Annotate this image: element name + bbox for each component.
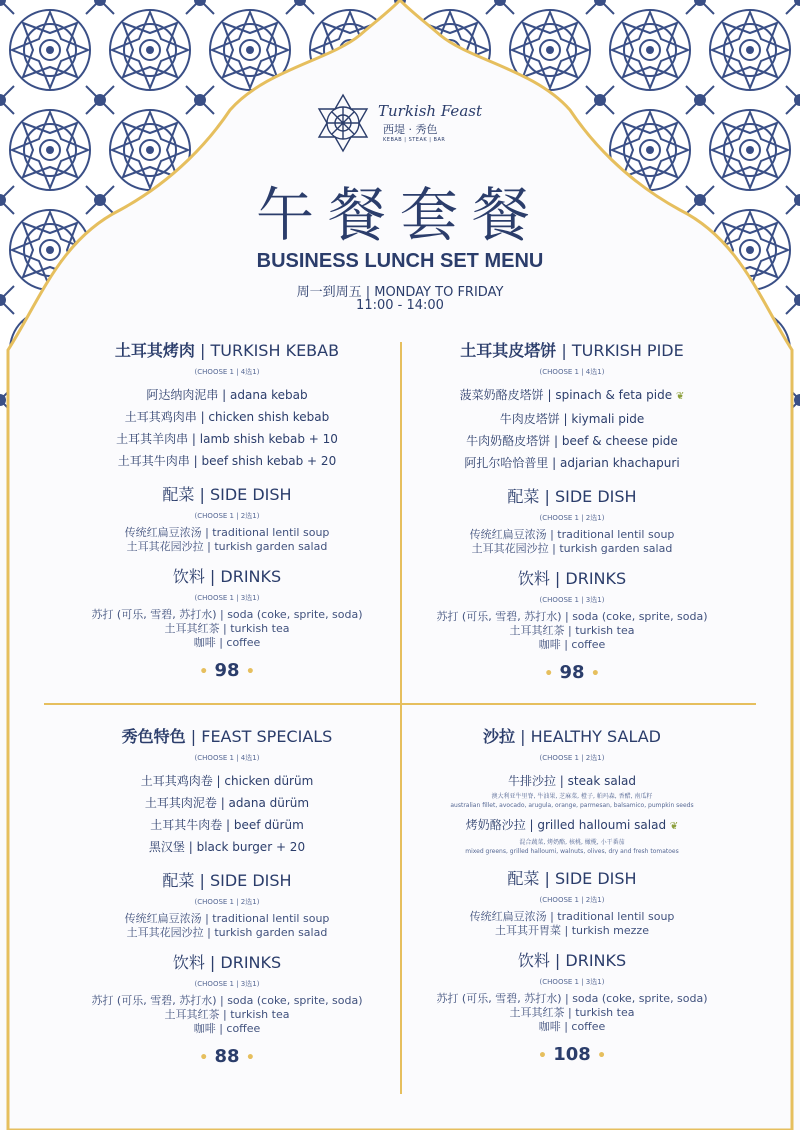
item-description-en: mixed greens, grilled halloumi, walnuts, olives, dry and fresh tomatoes — [465, 848, 679, 855]
drinks-heading: 饮料 | DRINKS — [517, 569, 627, 588]
menu-title-english: BUSINESS LUNCH SET MENU — [256, 250, 544, 272]
choose-note: (CHOOSE 1 | 2选1) — [194, 512, 260, 520]
drink-item: 土耳其红茶 | turkish tea — [164, 1008, 290, 1021]
side-item: 土耳其花园沙拉 | turkish garden salad — [126, 926, 328, 939]
drink-item: 咖啡 | coffee — [538, 1020, 606, 1033]
menu-item: 土耳其鸡肉卷 | chicken dürüm — [140, 774, 314, 788]
drink-item: 苏打 (可乐, 雪碧, 苏打水) | soda (coke, sprite, soda) — [436, 992, 708, 1005]
side-item: 土耳其花园沙拉 | turkish garden salad — [471, 542, 673, 555]
section-heading: 沙拉 | HEALTHY SALAD — [483, 727, 661, 746]
choose-note: (CHOOSE 1 | 2选1) — [539, 514, 605, 522]
section-heading: 秀色特色 | FEAST SPECIALS — [121, 727, 333, 746]
drinks-heading: 饮料 | DRINKS — [172, 953, 282, 972]
menu-item: 阿扎尔哈恰普里 | adjarian khachapuri — [464, 456, 680, 470]
drink-item: 土耳其红茶 | turkish tea — [164, 622, 290, 635]
choose-note: (CHOOSE 1 | 4选1) — [194, 754, 260, 762]
drink-item: 土耳其红茶 | turkish tea — [509, 1006, 635, 1019]
side-dish-heading: 配菜 | SIDE DISH — [507, 869, 637, 888]
price: • 88 • — [199, 1046, 255, 1067]
choose-note: (CHOOSE 1 | 2选1) — [539, 754, 605, 762]
section-feast-specials — [57, 726, 397, 1071]
menu-item: 土耳其羊肉串 | lamb shish kebab + 10 — [116, 432, 338, 446]
menu-item: 土耳其肉泥卷 | adana dürüm — [144, 796, 310, 810]
drink-item: 咖啡 | coffee — [193, 636, 261, 649]
drink-item: 苏打 (可乐, 雪碧, 苏打水) | soda (coke, sprite, soda) — [436, 610, 708, 623]
item-description-en: australian fillet, avocado, arugula, orange, parmesan, balsamico, pumpkin seeds — [450, 802, 694, 809]
menu-item: 牛肉奶酪皮塔饼 | beef & cheese pide — [466, 434, 678, 448]
menu-days: 周一到周五 | MONDAY TO FRIDAY — [296, 285, 504, 300]
vegetarian-leaf-icon: ❦ — [675, 391, 685, 402]
section-heading: 土耳其皮塔饼 | TURKISH PIDE — [460, 341, 684, 360]
menu-item: 菠菜奶酪皮塔饼 | spinach & feta pide ❦ — [459, 388, 685, 402]
menu-item: 阿达纳肉泥串 | adana kebab — [146, 388, 308, 402]
menu-item: 土耳其鸡肉串 | chicken shish kebab — [124, 410, 330, 424]
drink-item: 苏打 (可乐, 雪碧, 苏打水) | soda (coke, sprite, soda) — [91, 608, 363, 621]
drinks-heading: 饮料 | DRINKS — [517, 951, 627, 970]
brand-chinese-name: 西堤 · 秀色 — [383, 123, 438, 136]
brand-tagline: KEBAB | STEAK | BAR — [383, 137, 446, 143]
section-healthy-salad — [402, 726, 742, 1069]
side-item: 传统红扁豆浓汤 | traditional lentil soup — [469, 910, 675, 923]
choose-note: (CHOOSE 1 | 4选1) — [539, 368, 605, 376]
side-item: 传统红扁豆浓汤 | traditional lentil soup — [124, 526, 330, 539]
price: • 98 • — [199, 660, 255, 681]
section-heading: 土耳其烤肉 | TURKISH KEBAB — [114, 341, 340, 360]
brand-name: Turkish Feast — [378, 102, 482, 120]
choose-note: (CHOOSE 1 | 3选1) — [539, 596, 605, 604]
drink-item: 苏打 (可乐, 雪碧, 苏打水) | soda (coke, sprite, soda) — [91, 994, 363, 1007]
price: • 108 • — [537, 1044, 607, 1065]
menu-item: 牛肉皮塔饼 | kiymali pide — [499, 412, 645, 426]
drinks-heading: 饮料 | DRINKS — [172, 567, 282, 586]
side-dish-heading: 配菜 | SIDE DISH — [507, 487, 637, 506]
drink-item: 咖啡 | coffee — [193, 1022, 261, 1035]
menu-item: 土耳其牛肉卷 | beef dürüm — [150, 818, 304, 832]
side-item: 土耳其开胃菜 | turkish mezze — [495, 924, 649, 937]
menu-item: 牛排沙拉 | steak salad — [507, 774, 637, 788]
choose-note: (CHOOSE 1 | 2选1) — [539, 896, 605, 904]
choose-note: (CHOOSE 1 | 3选1) — [539, 978, 605, 986]
side-item: 传统红扁豆浓汤 | traditional lentil soup — [124, 912, 330, 925]
vegetarian-leaf-icon: ❦ — [669, 821, 679, 832]
choose-note: (CHOOSE 1 | 2选1) — [194, 898, 260, 906]
section-turkish-pide — [402, 340, 742, 687]
choose-note: (CHOOSE 1 | 3选1) — [194, 594, 260, 602]
side-item: 传统红扁豆浓汤 | traditional lentil soup — [469, 528, 675, 541]
item-description-cn: 混合蔬菜, 烤奶酪, 核桃, 橄榄, 小干番茄 — [519, 839, 625, 846]
price: • 98 • — [544, 662, 600, 683]
choose-note: (CHOOSE 1 | 4选1) — [194, 368, 260, 376]
section-turkish-kebab — [57, 340, 397, 685]
menu-item: 烤奶酪沙拉 | grilled halloumi salad ❦ — [465, 818, 679, 832]
side-dish-heading: 配菜 | SIDE DISH — [162, 485, 292, 504]
item-description-cn: 澳大利亚牛里脊, 牛油果, 芝麻菜, 橙子, 帕玛森, 香醋, 南瓜籽 — [491, 793, 653, 800]
mandala-logo-icon — [313, 93, 373, 153]
side-item: 土耳其花园沙拉 | turkish garden salad — [126, 540, 328, 553]
choose-note: (CHOOSE 1 | 3选1) — [194, 980, 260, 988]
drink-item: 土耳其红茶 | turkish tea — [509, 624, 635, 637]
menu-hours: 11:00 - 14:00 — [356, 298, 444, 313]
side-dish-heading: 配菜 | SIDE DISH — [162, 871, 292, 890]
menu-title-chinese: 午餐套餐 — [255, 181, 544, 249]
menu-item: 土耳其牛肉串 | beef shish kebab + 20 — [117, 454, 337, 468]
menu-item: 黑汉堡 | black burger + 20 — [148, 840, 306, 854]
horizontal-divider — [44, 703, 756, 705]
drink-item: 咖啡 | coffee — [538, 638, 606, 651]
